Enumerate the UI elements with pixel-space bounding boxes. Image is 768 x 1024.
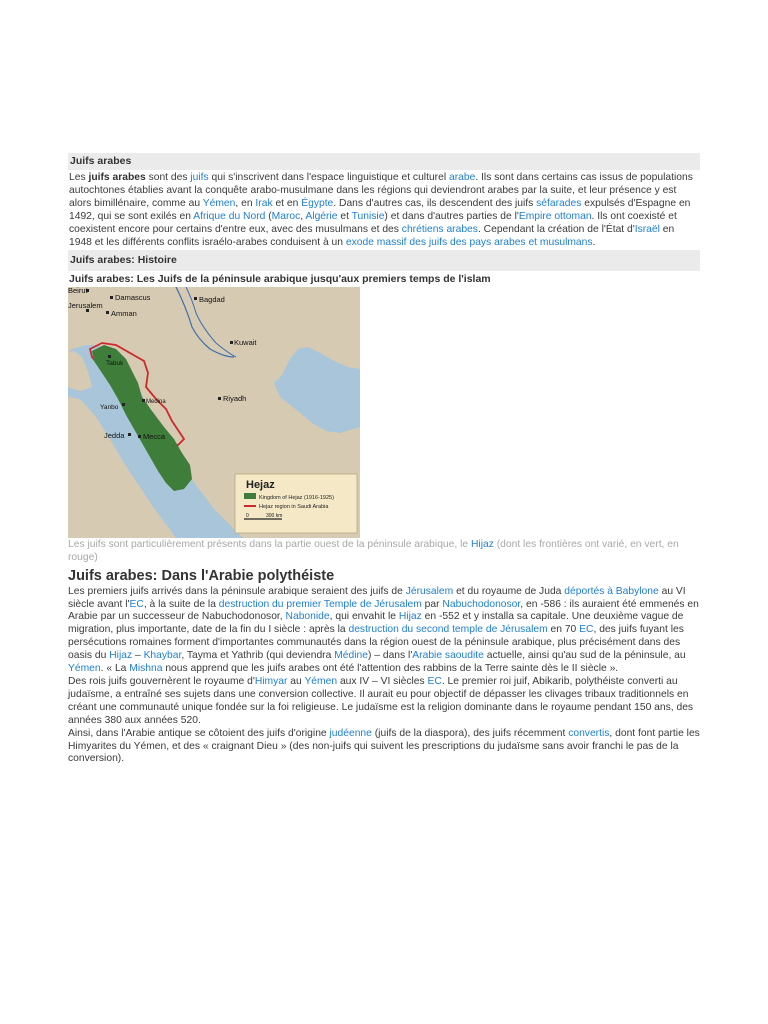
link-arabie-saoudite[interactable]: Arabie saoudite	[412, 650, 484, 662]
subheading: Juifs arabes: Les Juifs de la péninsule arabique jusqu'aux premiers temps de l'islam	[69, 273, 491, 286]
text: en 1948 et les différents conflits israélo-arabes conduisent à un	[69, 223, 675, 248]
hejaz-map	[68, 287, 360, 538]
map-label-mecca: Mecca	[143, 432, 166, 442]
text: et en	[272, 197, 302, 209]
article	[68, 153, 700, 766]
map-caption	[68, 539, 700, 564]
text: et du royaume de Juda	[453, 585, 565, 597]
link-ec[interactable]: EC	[427, 675, 442, 687]
text: .	[592, 236, 596, 248]
text: expulsés d'Espagne en 1492, qui se sont exilés en	[69, 197, 691, 222]
text: actuelle, ainsi qu'au sud de la péninsule, au	[483, 650, 686, 662]
city-marker	[106, 311, 109, 314]
link-destruction-premier-temple[interactable]: destruction du premier Temple de Jérusalem	[218, 598, 422, 610]
text: –	[132, 650, 144, 662]
link-judeenne[interactable]: judéenne	[329, 727, 372, 739]
link-medine[interactable]: Médine	[334, 650, 368, 662]
map-label-riyadh: Riyadh	[223, 394, 247, 404]
link-khaybar[interactable]: Khaybar	[143, 650, 182, 662]
link-arabe[interactable]: arabe	[449, 172, 476, 183]
map-legend-item2: Hejaz region in Saudi Arabia	[259, 504, 329, 511]
text: , en	[235, 197, 256, 209]
city-marker	[194, 297, 197, 300]
link-ec[interactable]: EC	[579, 624, 594, 636]
link-nabonide[interactable]: Nabonide	[285, 611, 330, 623]
text: sont des	[145, 172, 191, 183]
text: (juifs de la diaspora), des juifs récemment	[371, 727, 569, 739]
text: aux IV – VI siècles	[337, 675, 428, 687]
link-afrique-du-nord[interactable]: Afrique du Nord	[193, 210, 266, 222]
paragraph-1	[68, 586, 700, 676]
text: au VI siècle avant l'	[68, 585, 686, 610]
city-marker	[142, 399, 145, 402]
text: , Tayma et Yathrib (qui deviendra	[181, 650, 335, 662]
link-sefarades[interactable]: séfarades	[536, 197, 582, 209]
paragraph-2	[68, 676, 700, 728]
city-marker	[108, 355, 111, 358]
text: ) – dans l'	[367, 650, 413, 662]
text: Les juifs sont particulièrement présents dans la partie ouest de la péninsule arabique, le	[68, 539, 471, 551]
city-marker	[218, 397, 221, 400]
text: , à la suite de la	[143, 598, 219, 610]
text: Les premiers juifs arrivés dans la péninsule arabique seraient des juifs de	[68, 585, 406, 597]
text: . Cependant la création de l'État d'	[477, 223, 635, 235]
map-label-jedda: Jedda	[104, 431, 125, 441]
text: Des rois juifs gouvernèrent le royaume d'	[68, 675, 255, 687]
text: ,	[300, 210, 306, 222]
text: Ainsi, dans l'Arabie antique se côtoient des juifs d'origine	[68, 727, 330, 739]
link-empire-ottoman[interactable]: Empire ottoman	[518, 210, 592, 222]
text: nous apprend que les juifs arabes ont été l'attention des rabbins de la Terre sainte dès le II siècle ».	[162, 663, 619, 675]
map-scale-zero: 0	[246, 513, 249, 520]
link-chretiens-arabes[interactable]: chrétiens arabes	[401, 223, 478, 235]
bold-term: juifs arabes	[88, 172, 146, 183]
history-header: Juifs arabes: Histoire	[68, 250, 700, 271]
city-marker	[230, 341, 233, 344]
link-nabuchodonosor[interactable]: Nabuchodonosor	[442, 598, 521, 610]
link-deportes[interactable]: déportés à Babylone	[564, 585, 659, 597]
text: , dont font partie les Himyarites du Yémen, et des « craignant Dieu » (des non-juifs qui suivent les prescriptions du judaïsme sans avoir franchi le pas de la conversion).	[68, 727, 700, 765]
city-marker	[110, 296, 113, 299]
map-legend-item1: Kingdom of Hejaz (1916-1925)	[259, 495, 334, 502]
link-yemen[interactable]: Yémen	[202, 197, 236, 209]
legend-swatch-kingdom	[244, 493, 256, 499]
text: par	[421, 598, 443, 610]
map-label-amman: Amman	[111, 309, 137, 319]
text: . Dans d'autres cas, ils descendent des juifs	[333, 197, 537, 209]
text: en 70	[547, 624, 580, 636]
map-label-jerusalem: Jerusalem	[68, 301, 103, 311]
text: ) et dans d'autres parties de l'	[384, 210, 519, 222]
map-legend-title: Hejaz	[246, 479, 275, 492]
intro-paragraph	[68, 170, 700, 250]
text: et	[337, 210, 352, 222]
text: en -552 et y installa sa capitale. Une deuxième vague de migration, plus importante, date de la fin du I siècle : après la	[68, 611, 684, 636]
link-egypte[interactable]: Égypte	[301, 197, 334, 209]
map-label-tabuk: Tabuk	[106, 360, 124, 368]
link-mishna[interactable]: Mishna	[129, 663, 163, 675]
link-jerusalem[interactable]: Jérusalem	[405, 585, 454, 597]
text: . « La	[100, 663, 130, 675]
map-scale-label: 300 km	[266, 513, 283, 520]
text: (dont les frontières ont varié, en vert, en rouge)	[68, 539, 679, 564]
text: au	[287, 675, 305, 687]
map-label-yanbo: Yanbo	[100, 404, 119, 412]
text: . Ils ont coexisté et coexistent encore pour certains d'entre eux, avec des musulmans et des	[69, 210, 677, 235]
text: qui s'inscrivent dans l'espace linguistique et culturel	[208, 172, 449, 183]
map-label-medina: Medina	[146, 399, 166, 406]
text: (	[265, 210, 272, 222]
link-ec[interactable]: EC	[129, 598, 144, 610]
city-marker	[128, 433, 131, 436]
city-marker	[138, 435, 141, 438]
link-exode[interactable]: exode massif des juifs des pays arabes et musulmans	[345, 236, 593, 248]
text: , qui envahit le	[329, 611, 399, 623]
map-label-beirut: Beirut	[68, 287, 88, 296]
text: . Ils sont dans certains cas issus de populations autochtones établies avant la conquête arabo-musulmane dans les régions qui deviendront arabes par la suite, et leur présence y est alors bimillénaire, comme au	[69, 172, 693, 209]
link-israel[interactable]: Israël	[634, 223, 660, 235]
link-hijaz[interactable]: Hijaz	[398, 611, 422, 623]
city-marker	[122, 403, 125, 406]
section-title: Juifs arabes: Dans l'Arabie polythéiste	[68, 567, 335, 584]
link-yemen[interactable]: Yémen	[68, 663, 101, 675]
text: . Le premier roi juif, Abikarib, polythéiste converti au judaïsme, a entraîné ses sujets dans une conversion collective. Il aurait eu pour objectif de dépasser les clivages tribaux traditionnels en créant une communauté unique fondée sur la foi religieuse. Le judaïsme est la religion dominante dans le royaume pendant 150 ans, des années 380 aux années 520.	[68, 675, 694, 726]
link-hijaz-caption[interactable]: Hijaz	[470, 539, 494, 551]
link-hijaz[interactable]: Hijaz	[109, 650, 133, 662]
link-algerie[interactable]: Algérie	[305, 210, 338, 222]
link-convertis[interactable]: convertis	[568, 727, 610, 739]
link-tunisie[interactable]: Tunisie	[351, 210, 385, 222]
link-destruction-second-temple[interactable]: destruction du second temple de Jérusalem	[348, 624, 548, 636]
link-maroc[interactable]: Maroc	[271, 210, 301, 222]
link-juifs[interactable]: juifs	[190, 172, 209, 183]
paragraph-3	[68, 728, 700, 767]
text: , des juifs fuyant les persécutions romaines forment d'importantes communautés dans la région ouest de la péninsule arabique, plus précisément dans des oasis du	[68, 624, 684, 662]
text: Les	[69, 172, 89, 183]
map-label-kuwait: Kuwait	[234, 338, 257, 348]
section-header: Juifs arabes	[68, 153, 700, 170]
link-himyar[interactable]: Himyar	[254, 675, 288, 687]
link-yemen[interactable]: Yémen	[304, 675, 338, 687]
text: , en -586 : ils auraient été emmenés en Arabie par un successeur de Nabuchodonosor,	[68, 598, 699, 623]
link-irak[interactable]: Irak	[255, 197, 273, 209]
map-label-bagdad: Bagdad	[199, 295, 225, 305]
map-svg	[68, 287, 360, 538]
map-label-damascus: Damascus	[115, 293, 151, 303]
